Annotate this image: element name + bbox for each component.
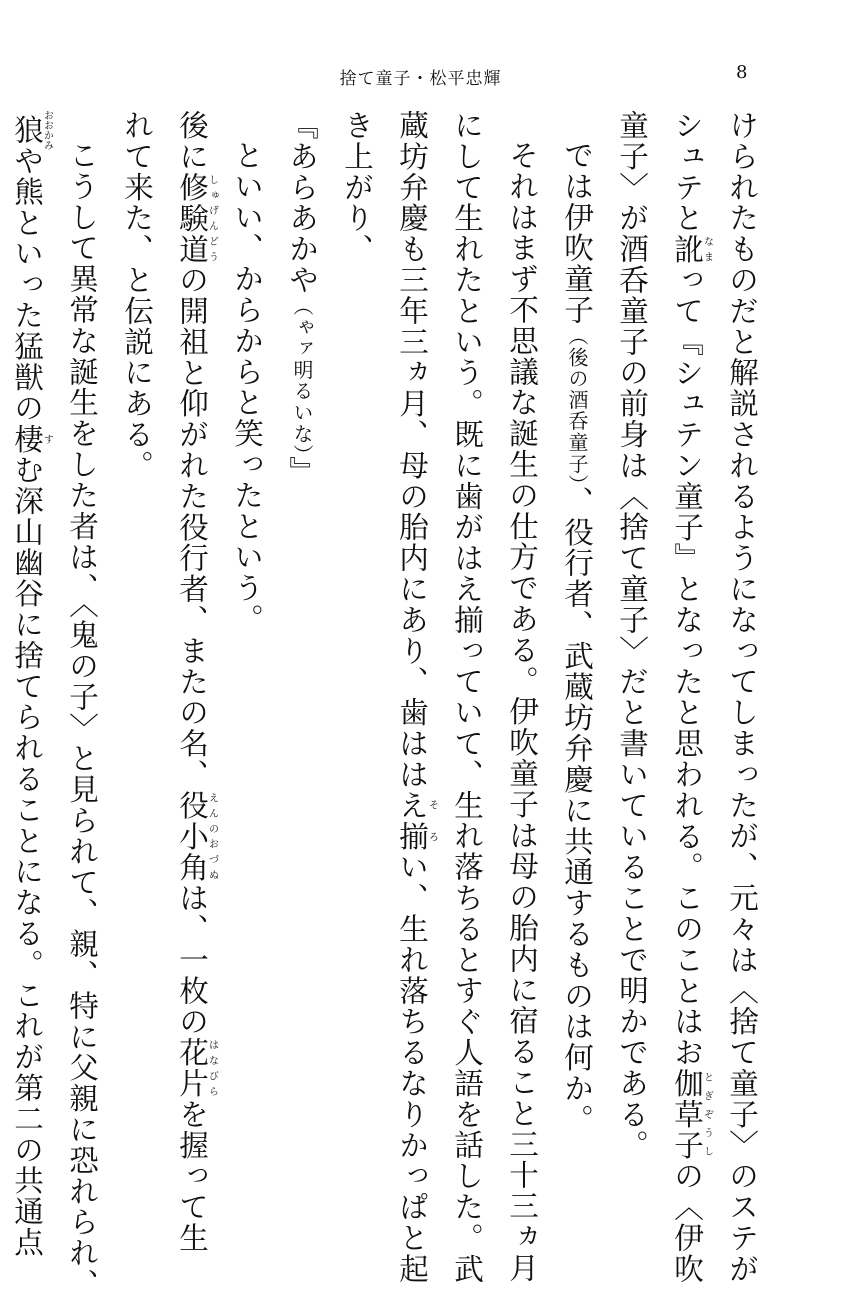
page-number: 8 (736, 62, 748, 83)
ruby-su: 棲す (10, 423, 53, 455)
text-line-6: にして生れたという。既に歯がはえ揃っていて、生れ落ちるとすぐ人語を話した。武 (450, 110, 484, 1285)
text-line-10: といい、からからと笑ったという。 (230, 139, 264, 634)
text-line-4: では伊吹童子（後の酒呑童子）、役行者、武蔵坊弁慶に共通するものは何か。 (560, 139, 594, 1135)
ruby-soro: え揃そろ (395, 789, 438, 852)
ruby-ennoozunu: 役小角えんのおづぬ (175, 789, 218, 883)
text-line-7: 蔵坊弁慶も三年三ヵ月、母の胎内にあり、歯ははえ揃そろい、生れ落ちるなりかっぱと起 (395, 110, 438, 1285)
text-line-12: れて来た、と伝説にある。 (120, 110, 154, 481)
ruby-shugendou: 修験道しゅげんどう (175, 171, 218, 265)
text-line-8: き上がり、 (340, 110, 374, 265)
body-text (0, 110, 769, 1299)
text-line-14: 狼おおかみや熊といった猛獣の棲すむ深山幽谷に捨てられることになる。これが第二の共通点 (10, 110, 53, 1258)
text-line-2: シュテと訛なまって『シュテン童子』となったと思われる。このことはお伽草子とぎぞうしの〈伊吹 (670, 110, 713, 1285)
ruby-hanabira: 花片はなびら (175, 1037, 218, 1099)
ruby-namaru: 訛なま (670, 233, 713, 265)
ruby-otogizoushi: 伽草子とぎぞうし (670, 1067, 713, 1161)
text-line-1: けられたものだと解説されるようになってしまったが、元々は〈捨て童子〉のステが (725, 110, 759, 1285)
ruby-ookami: 狼おおかみ (10, 110, 53, 150)
text-line-3: 童子〉が酒呑童子の前身は〈捨て童子〉だと書いていることで明かである。 (615, 110, 649, 1161)
text-line-9: 『あらあかや（ゃァ明るいな）』 (285, 110, 319, 487)
text-line-11: 後に修験道しゅげんどうの開祖と仰がれた役行者、またの名、役小角えんのおづぬは、一枚の花片はなびらを握って生 (175, 110, 218, 1254)
text-line-5: それはまず不思議な誕生の仕方である。伊吹童子は母の胎内に宿ること三十三ヵ月 (505, 139, 539, 1283)
text-line-13: こうして異常な誕生をした者は、〈鬼の子〉と見られて、親、特に父親に恐れられ、 (65, 139, 99, 1299)
running-header-title: 捨て童子・松平忠輝 (339, 69, 502, 89)
